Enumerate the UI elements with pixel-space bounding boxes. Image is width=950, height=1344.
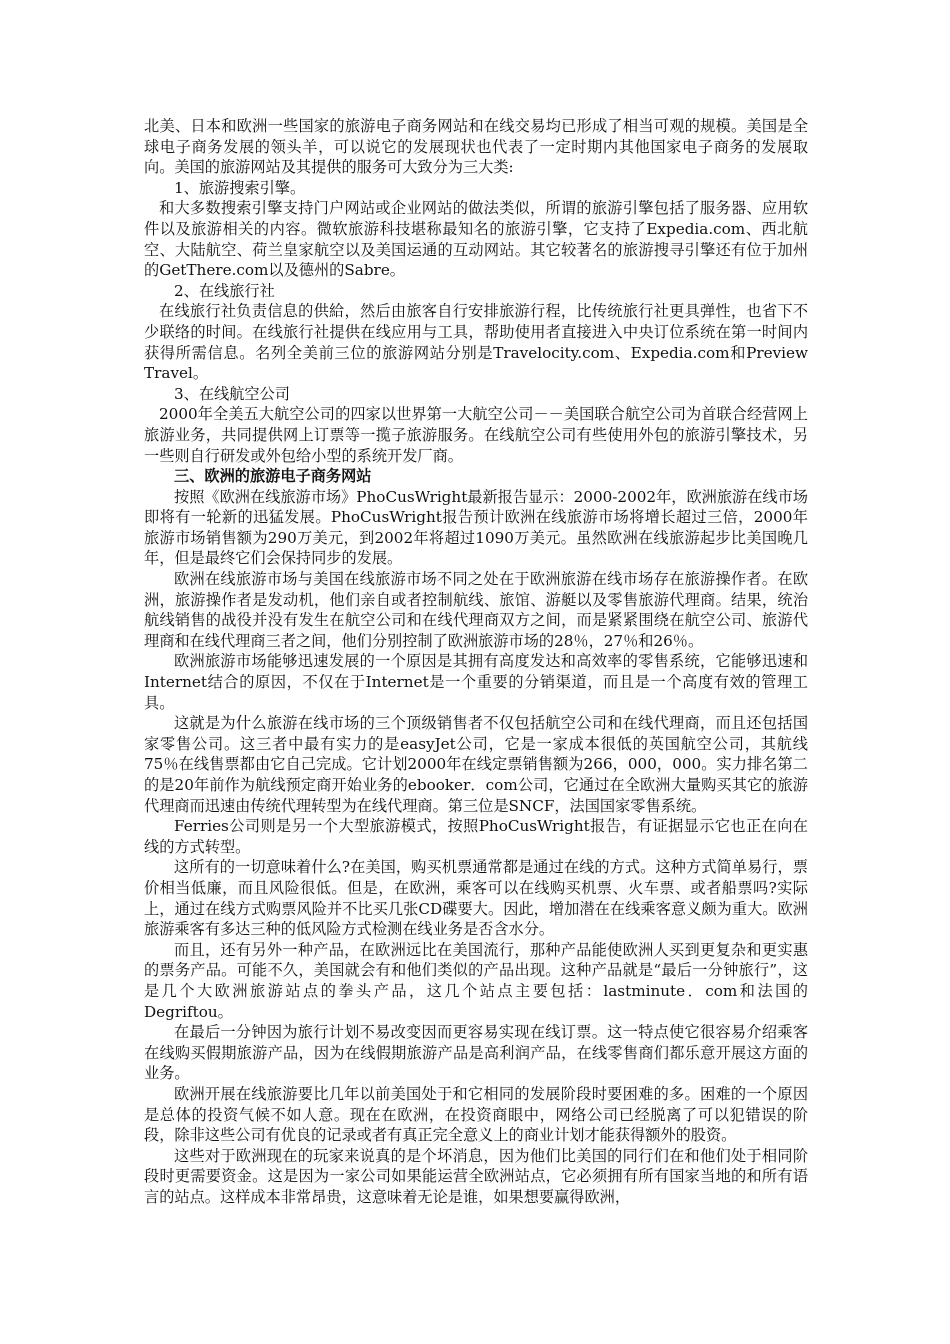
paragraph-body: 这所有的一切意味着什么?在美国，购买机票通常都是通过在线的方式。这种方式简单易行，票价相当低廉，而且风险很低。但是，在欧洲，乘客可以在线购买机票、火车票、或者船票吗?实际上，通过在线方式购票风险并不比买几张CD碟要大。因此，增加潜在在线乘客意义颇为重大。欧洲旅游乘客有多达三种的低风险方式检测在线业务是否含水分。 bbox=[144, 858, 808, 939]
paragraph-body: 在最后一分钟因为旅行计划不易改变因而更容易实现在线订票。这一特点使它很容易介绍乘客在线购买假期旅游产品，因为在线假期旅游产品是高利润产品，在线零售商们都乐意开展这方面的业务。 bbox=[144, 1023, 808, 1083]
paragraph-body: 按照《欧洲在线旅游市场》PhoCusWright最新报告显示：2000-2002年，欧洲旅游在线市场即将有一轮新的迅猛发展。PhoCusWright报告预计欧洲在线旅游市场将增长超过三倍，2000年旅游市场销售额为290万美元，到2002年将超过1090万美元。虽然欧洲在线旅游起步比美国晚几年，但是最终它们会保持同步的发展。 bbox=[144, 487, 808, 568]
document-page bbox=[144, 116, 808, 1207]
paragraph-body: 欧洲旅游市场能够迅速发展的一个原因是其拥有高度发达和高效率的零售系统，它能够迅速和Internet结合的原因，不仅在于Internet是一个重要的分销渠道，而且是一个高度有效的管理工具。 bbox=[144, 652, 808, 712]
paragraph-search-engine: 和大多数搜索引擎支持门户网站或企业网站的做法类似，所谓的旅游引擎包括了服务器、应用软件以及旅游相关的内容。微软旅游科技堪称最知名的旅游引擎，它支持了Expedia.com、西北航空、大陆航空、荷兰皇家航空以及美国运通的互动网站。其它较著名的旅游搜寻引擎还有位于加州的GetThere.com以及德州的Sabre。 bbox=[144, 199, 808, 280]
paragraph-body: 而且，还有另外一种产品，在欧洲远比在美国流行，那种产品能使欧洲人买到更复杂和更实惠的票务产品。可能不久，美国就会有和他们类似的产品出现。这种产品就是“最后一分钟旅行”，这是几个大欧洲旅游站点的拳头产品，这几个站点主要包括：lastminute．com和法国的Degriftou。 bbox=[144, 940, 808, 1021]
paragraph-online-agency: 在线旅行社负责信息的供給，然后由旅客自行安排旅游行程，比传统旅行社更具弹性，也省下不少联络的时间。在线旅行社提供在线应用与工具，帮助使用者直接进入中央订位系统在第一时间内获得所需信息。名列全美前三位的旅游网站分别是Travelocity.com、Expedia.com和Preview Travel。 bbox=[144, 302, 808, 383]
list-item-online-agency: 2、在线旅行社 bbox=[174, 281, 275, 300]
paragraph-online-airline: 2000年全美五大航空公司的四家以世界第一大航空公司－－美国联合航空公司为首联合经营网上旅游业务，共同提供网上订票等一揽子旅游服务。在线航空公司有些使用外包的旅游引擎技术，另一些则自行研发或外包给小型的系统开发厂商。 bbox=[144, 405, 808, 465]
paragraph-body: Ferries公司则是另一个大型旅游模式，按照PhoCusWright报告，有证据显示它也正在向在线的方式转型。 bbox=[144, 817, 808, 856]
section-heading: 三、欧洲的旅游电子商务网站 bbox=[174, 467, 372, 486]
list-item-search-engine: 1、旅游搜索引擎。 bbox=[174, 178, 306, 197]
paragraph-body: 欧洲在线旅游市场与美国在线旅游市场不同之处在于欧洲旅游在线市场存在旅游操作者。在欧洲，旅游操作者是发动机，他们亲自或者控制航线、旅馆、游艇以及零售旅游代理商。结果，统治航线销售的战役并没有发生在航空公司和在线代理商双方之间，而是紧紧围绕在航空公司、旅游代理商和在线代理商三者之间，他们分别控制了欧洲旅游市场的28％，27％和26％。 bbox=[144, 570, 808, 650]
paragraph-intro: 北美、日本和欧洲一些国家的旅游电子商务网站和在线交易均已形成了相当可观的规模。美国是全球电子商务发展的领头羊，可以说它的发展现状也代表了一定时期内其他国家电子商务的发展取向。美国的旅游网站及其提供的服务可大致分为三大类: bbox=[144, 117, 808, 177]
list-item-online-airline: 3、在线航空公司 bbox=[174, 384, 290, 403]
paragraph-body: 欧洲开展在线旅游要比几年以前美国处于和它相同的发展阶段时要困难的多。困难的一个原因是总体的投资气候不如人意。现在在欧洲，在投资商眼中，网络公司已经脱离了可以犯错误的阶段，除非这些公司有优良的记录或者有真正完全意义上的商业计划才能获得额外的股资。 bbox=[144, 1084, 808, 1145]
paragraph-body: 这些对于欧洲现在的玩家来说真的是个坏消息，因为他们比美国的同行们在和他们处于相同阶段时更需要资金。这是因为一家公司如果能运营全欧洲站点，它必须拥有所有国家当地的和所有语言的站点。这样成本非常昂贵，这意味着无论是谁，如果想要赢得欧洲， bbox=[144, 1146, 808, 1206]
paragraph-body: 这就是为什么旅游在线市场的三个顶级销售者不仅包括航空公司和在线代理商，而且还包括国家零售公司。这三者中最有实力的是easyJet公司，它是一家成本很低的英国航空公司，其航线75％在线售票都由它自己完成。它计划2000年在线定票销售额为266，000，000。实力排名第二的是20年前作为航线预定商开始业务的ebooker．com公司，它通过在全欧洲大量购买其它的旅游代理商而迅速由传统代理转型为在线代理商。第三位是SNCF，法国国家零售系统。 bbox=[144, 714, 808, 815]
